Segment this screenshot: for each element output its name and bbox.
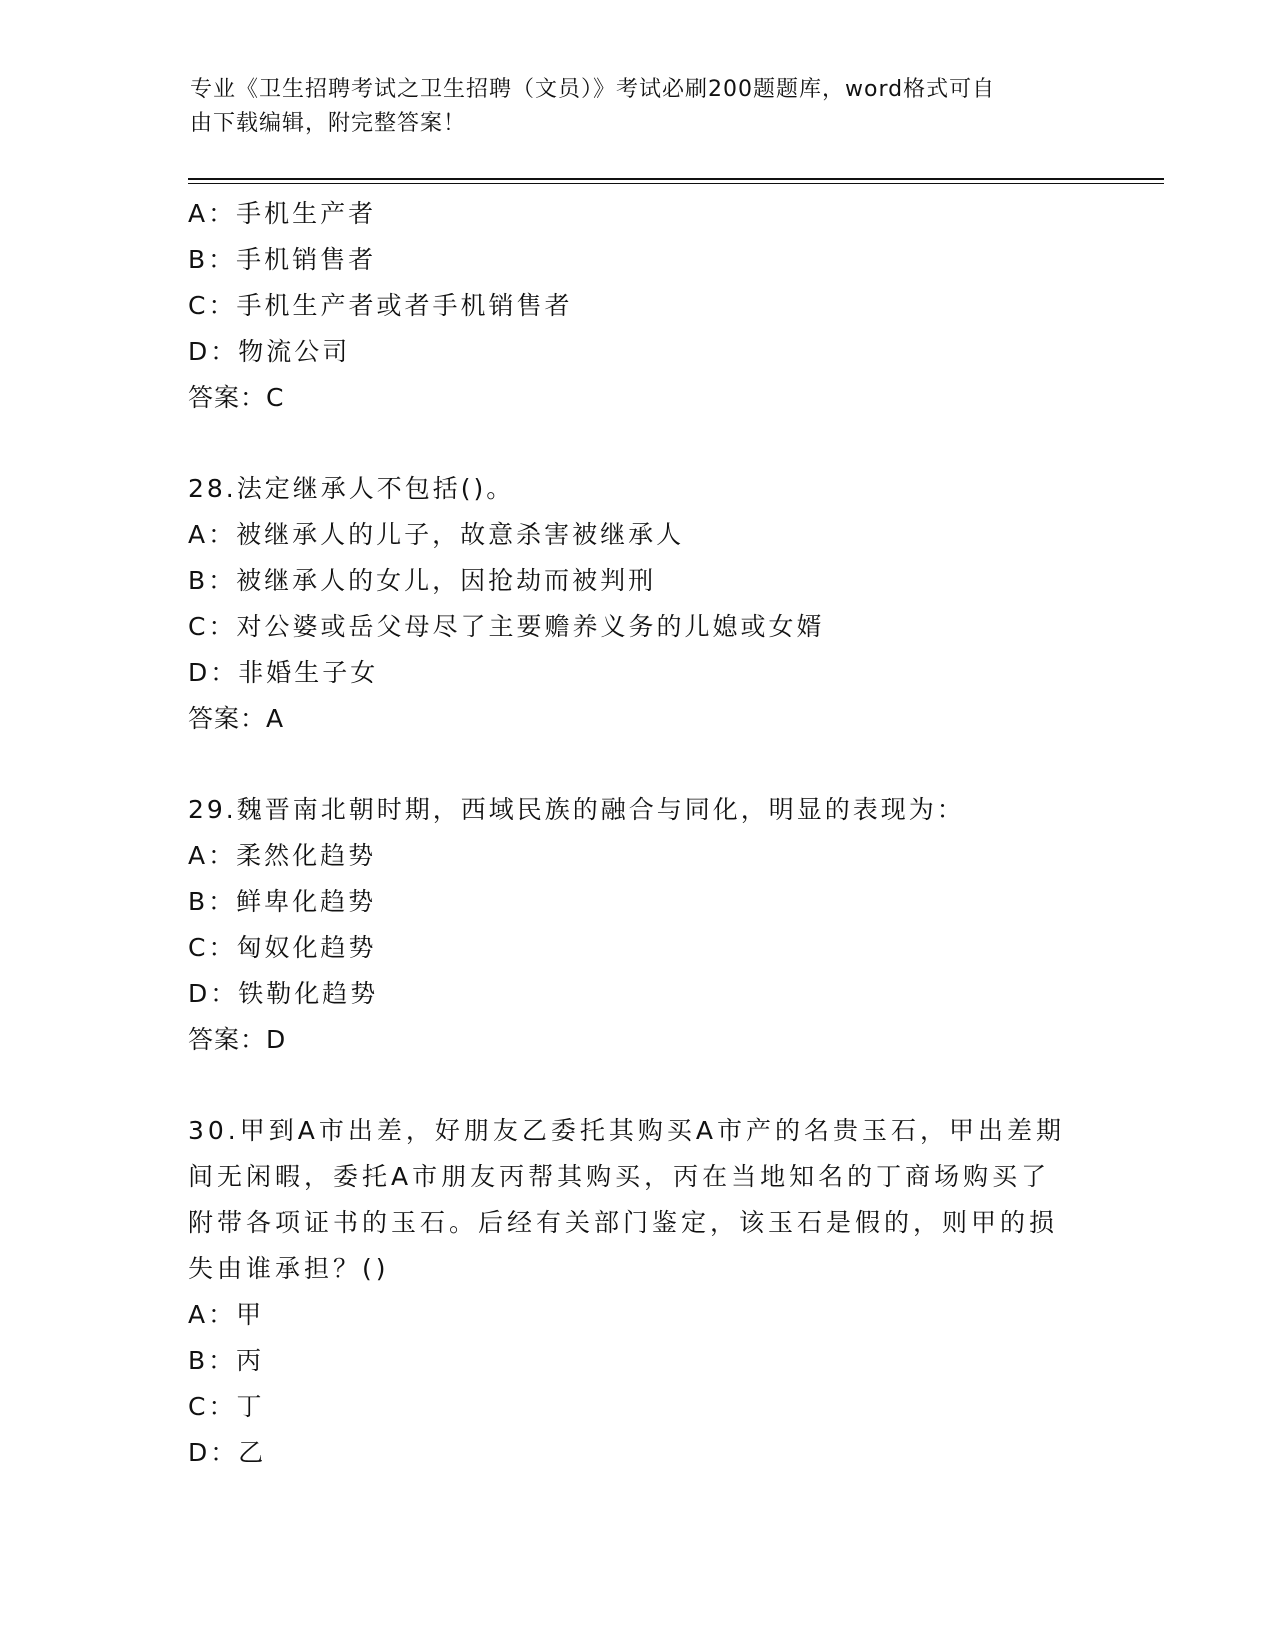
question-spacer xyxy=(188,742,1088,787)
question-stem xyxy=(188,1108,1088,1292)
question-spacer xyxy=(188,1063,1088,1108)
option-a: A：被继承人的儿子，故意杀害被继承人 xyxy=(188,520,685,549)
option-a: A：柔然化趋势 xyxy=(188,841,377,870)
option-d: D：非婚生子女 xyxy=(188,658,379,687)
header-divider-thin xyxy=(188,183,1164,184)
question-28 xyxy=(188,466,1088,742)
option-a: A：甲 xyxy=(188,1300,265,1329)
answer-line: 答案：D xyxy=(188,1025,287,1054)
question-29 xyxy=(188,787,1088,1063)
answer-line: 答案：A xyxy=(188,704,285,733)
question-30 xyxy=(188,1108,1088,1476)
question-27 xyxy=(188,191,1088,421)
option-b: B：手机销售者 xyxy=(188,245,377,274)
option-d: D：铁勒化趋势 xyxy=(188,979,379,1008)
stem-line: 间无闲暇，委托A市朋友丙帮其购买，丙在当地知名的丁商场购买了 xyxy=(188,1162,1051,1191)
document-header xyxy=(190,73,1080,141)
question-list xyxy=(188,191,1088,1476)
question-spacer xyxy=(188,421,1088,466)
answer-line: 答案：C xyxy=(188,383,285,412)
question-stem: 28.法定继承人不包括()。 xyxy=(188,474,515,503)
option-b: B：丙 xyxy=(188,1346,265,1375)
header-line-2: 由下载编辑，附完整答案！ xyxy=(190,111,467,136)
option-b: B：鲜卑化趋势 xyxy=(188,887,377,916)
option-c: C：对公婆或岳父母尽了主要赡养义务的儿媳或女婿 xyxy=(188,612,825,641)
option-c: C：丁 xyxy=(188,1392,265,1421)
header-divider-thick xyxy=(188,178,1164,180)
header-line-1: 专业《卫生招聘考试之卫生招聘（文员）》考试必刷200题题库，word格式可自 xyxy=(190,77,996,102)
stem-line: 30.甲到A市出差，好朋友乙委托其购买A市产的名贵玉石，甲出差期 xyxy=(188,1116,1065,1145)
option-b: B：被继承人的女儿，因抢劫而被判刑 xyxy=(188,566,657,595)
option-d: D：物流公司 xyxy=(188,337,351,366)
option-c: C：匈奴化趋势 xyxy=(188,933,377,962)
stem-line: 附带各项证书的玉石。后经有关部门鉴定，该玉石是假的，则甲的损 xyxy=(188,1208,1059,1237)
option-c: C：手机生产者或者手机销售者 xyxy=(188,291,573,320)
question-stem: 29.魏晋南北朝时期，西域民族的融合与同化，明显的表现为： xyxy=(188,795,965,824)
stem-line: 失由谁承担？() xyxy=(188,1254,390,1283)
option-a: A：手机生产者 xyxy=(188,199,377,228)
option-d: D：乙 xyxy=(188,1438,267,1467)
